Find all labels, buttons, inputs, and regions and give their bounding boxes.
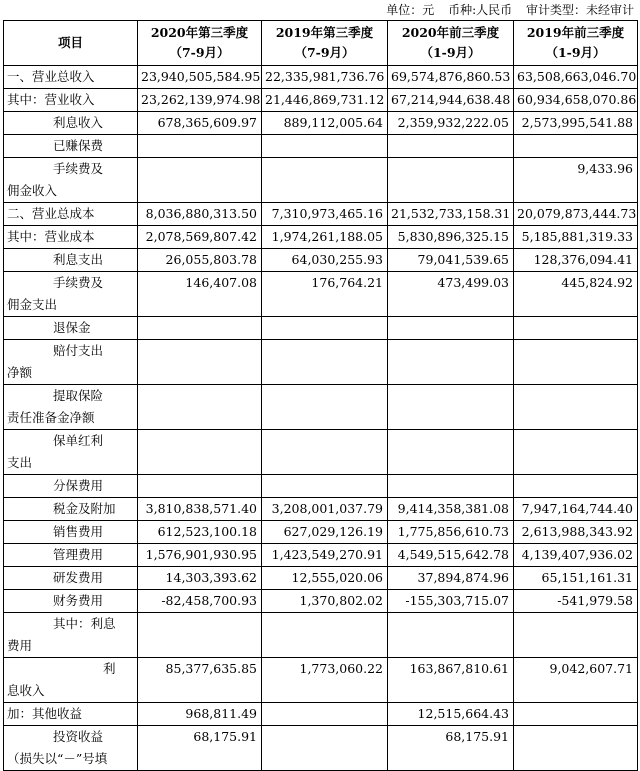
row-label (4, 613, 138, 658)
value-cell (388, 158, 514, 203)
value-cell: 7,310,973,465.16 (262, 203, 388, 226)
table-row (4, 385, 638, 430)
column-header-2019-q3: 2019年第三季度 （7-9月） (262, 21, 388, 66)
value-cell (388, 135, 514, 158)
value-cell: 65,151,161.31 (514, 567, 638, 590)
row-label (4, 272, 138, 317)
report-meta (0, 0, 640, 20)
value-cell: 9,414,358,381.08 (388, 498, 514, 521)
row-label-line-1: 退保金 (53, 320, 91, 335)
value-cell (262, 340, 388, 385)
row-label-line-1: 保单红利 (53, 433, 104, 448)
value-cell (262, 317, 388, 340)
row-label-line-2: 支出 (7, 455, 33, 470)
row-label-line-2: （损失以“－”号填 (7, 751, 108, 766)
row-label (4, 498, 138, 521)
value-cell: -541,979.58 (514, 590, 638, 613)
table-row (4, 158, 638, 203)
value-cell: 163,867,810.61 (388, 658, 514, 703)
value-cell: 612,523,100.18 (138, 521, 262, 544)
value-cell: 1,775,856,610.73 (388, 521, 514, 544)
value-cell (138, 317, 262, 340)
value-cell (388, 475, 514, 498)
row-label-line-2: 责任准备金净额 (7, 410, 95, 425)
value-cell (514, 430, 638, 475)
table-row (4, 340, 638, 385)
value-cell: 889,112,005.64 (262, 112, 388, 135)
row-label (4, 430, 138, 475)
value-cell: -155,303,715.07 (388, 590, 514, 613)
value-cell: 63,508,663,046.70 (514, 66, 638, 89)
table-header-row (4, 21, 638, 66)
value-cell: 445,824.92 (514, 272, 638, 317)
value-cell: 85,377,635.85 (138, 658, 262, 703)
value-cell: 2,078,569,807.42 (138, 226, 262, 249)
value-cell (514, 726, 638, 771)
value-cell: 1,974,261,188.05 (262, 226, 388, 249)
value-cell: 2,573,995,541.88 (514, 112, 638, 135)
value-cell: 12,515,664.43 (388, 703, 514, 726)
row-label (4, 249, 138, 272)
row-label-line-1: 提取保险 (53, 388, 104, 403)
table-row (4, 135, 638, 158)
value-cell: 1,773,060.22 (262, 658, 388, 703)
value-cell: 60,934,658,070.86 (514, 89, 638, 112)
row-label (4, 226, 138, 249)
table-row (4, 475, 638, 498)
value-cell: 2,613,988,343.92 (514, 521, 638, 544)
table-row (4, 703, 638, 726)
row-label-line-1: 投资收益 (53, 729, 104, 744)
value-cell (262, 613, 388, 658)
table-row (4, 430, 638, 475)
value-cell: -82,458,700.93 (138, 590, 262, 613)
value-cell: 14,303,393.62 (138, 567, 262, 590)
row-label (4, 726, 138, 771)
table-row (4, 272, 638, 317)
row-label-line-1: 二、营业总成本 (7, 206, 95, 221)
row-label (4, 703, 138, 726)
value-cell (262, 475, 388, 498)
column-header-2020-q3: 2020年第三季度 （7-9月） (138, 21, 262, 66)
row-label-line-1: 利息支出 (53, 252, 104, 267)
row-label (4, 89, 138, 112)
column-header-2020-ytd: 2020年前三季度 （1-9月） (388, 21, 514, 66)
value-cell: 5,185,881,319.33 (514, 226, 638, 249)
value-cell: 79,041,539.65 (388, 249, 514, 272)
value-cell: 9,433.96 (514, 158, 638, 203)
value-cell: 3,208,001,037.79 (262, 498, 388, 521)
row-label-line-1: 已赚保费 (53, 138, 104, 153)
row-label-line-1: 利 (103, 661, 116, 676)
value-cell (514, 385, 638, 430)
table-row (4, 567, 638, 590)
row-label-line-1: 赔付支出 (53, 343, 104, 358)
value-cell (262, 135, 388, 158)
value-cell (138, 385, 262, 430)
row-label-line-1: 利息收入 (53, 115, 104, 130)
table-row (4, 521, 638, 544)
value-cell (388, 430, 514, 475)
value-cell: 68,175.91 (138, 726, 262, 771)
value-cell: 26,055,803.78 (138, 249, 262, 272)
table-row (4, 544, 638, 567)
value-cell: 37,894,874.96 (388, 567, 514, 590)
value-cell: 7,947,164,744.40 (514, 498, 638, 521)
value-cell (388, 613, 514, 658)
value-cell: 8,036,880,313.50 (138, 203, 262, 226)
row-label (4, 567, 138, 590)
row-label-line-1: 研发费用 (53, 570, 104, 585)
value-cell: 23,940,505,584.95 (138, 66, 262, 89)
value-cell: 1,576,901,930.95 (138, 544, 262, 567)
value-cell (514, 703, 638, 726)
currency-label: 币种:人民币 (448, 3, 513, 17)
row-label-line-1: 税金及附加 (53, 501, 116, 516)
value-cell (262, 158, 388, 203)
value-cell (514, 340, 638, 385)
column-header-2019-ytd: 2019年前三季度 （1-9月） (514, 21, 638, 66)
value-cell: 21,532,733,158.31 (388, 203, 514, 226)
value-cell: 9,042,607.71 (514, 658, 638, 703)
table-row (4, 498, 638, 521)
value-cell: 128,376,094.41 (514, 249, 638, 272)
value-cell: 968,811.49 (138, 703, 262, 726)
value-cell: 2,359,932,222.05 (388, 112, 514, 135)
table-row (4, 203, 638, 226)
row-label-line-1: 其中：利息 (53, 616, 116, 631)
value-cell: 678,365,609.97 (138, 112, 262, 135)
value-cell (514, 475, 638, 498)
row-label (4, 158, 138, 203)
audit-type-label: 审计类型：未经审计 (525, 3, 634, 17)
row-label-line-1: 分保费用 (53, 478, 104, 493)
value-cell (262, 703, 388, 726)
value-cell (138, 430, 262, 475)
value-cell (514, 317, 638, 340)
row-label (4, 658, 138, 703)
value-cell (138, 340, 262, 385)
table-row (4, 112, 638, 135)
value-cell: 176,764.21 (262, 272, 388, 317)
value-cell (262, 430, 388, 475)
value-cell: 12,555,020.06 (262, 567, 388, 590)
unit-label: 单位：元 (386, 3, 435, 17)
value-cell: 3,810,838,571.40 (138, 498, 262, 521)
row-label (4, 544, 138, 567)
value-cell: 4,139,407,936.02 (514, 544, 638, 567)
table-row (4, 226, 638, 249)
value-cell (388, 317, 514, 340)
value-cell (138, 158, 262, 203)
column-header-item: 项目 (4, 21, 138, 66)
row-label-line-1: 手续费及 (53, 161, 104, 176)
value-cell: 473,499.03 (388, 272, 514, 317)
row-label-line-1: 销售费用 (53, 524, 104, 539)
row-label (4, 317, 138, 340)
income-statement-table (3, 20, 638, 771)
row-label-line-1: 其中：营业成本 (7, 229, 95, 244)
row-label (4, 521, 138, 544)
row-label (4, 590, 138, 613)
value-cell (262, 385, 388, 430)
row-label-line-2: 佣金收入 (7, 183, 58, 198)
value-cell: 69,574,876,860.53 (388, 66, 514, 89)
value-cell: 21,446,869,731.12 (262, 89, 388, 112)
row-label-line-1: 财务费用 (53, 593, 104, 608)
value-cell: 5,830,896,325.15 (388, 226, 514, 249)
value-cell: 627,029,126.19 (262, 521, 388, 544)
row-label-line-1: 其中：营业收入 (7, 92, 95, 107)
row-label (4, 340, 138, 385)
value-cell (514, 135, 638, 158)
value-cell (138, 475, 262, 498)
value-cell (138, 135, 262, 158)
table-row (4, 66, 638, 89)
value-cell (388, 340, 514, 385)
row-label (4, 66, 138, 89)
row-label (4, 112, 138, 135)
row-label-line-1: 一、营业总收入 (7, 69, 95, 84)
value-cell (388, 385, 514, 430)
row-label-line-2: 费用 (7, 638, 33, 653)
value-cell (262, 726, 388, 771)
row-label-line-1: 管理费用 (53, 547, 104, 562)
table-body (4, 66, 638, 771)
value-cell: 67,214,944,638.48 (388, 89, 514, 112)
table-row (4, 317, 638, 340)
table-row (4, 590, 638, 613)
value-cell: 1,423,549,270.91 (262, 544, 388, 567)
value-cell: 64,030,255.93 (262, 249, 388, 272)
table-row (4, 89, 638, 112)
row-label-line-2: 净额 (7, 365, 33, 380)
value-cell: 68,175.91 (388, 726, 514, 771)
table-row (4, 658, 638, 703)
row-label-line-1: 手续费及 (53, 275, 104, 290)
row-label-line-1: 加：其他收益 (7, 706, 83, 721)
value-cell: 4,549,515,642.78 (388, 544, 514, 567)
value-cell: 146,407.08 (138, 272, 262, 317)
value-cell (514, 613, 638, 658)
table-row (4, 726, 638, 771)
row-label-line-2: 息收入 (7, 683, 45, 698)
value-cell (138, 613, 262, 658)
value-cell: 23,262,139,974.98 (138, 89, 262, 112)
row-label-line-2: 佣金支出 (7, 297, 58, 312)
value-cell: 20,079,873,444.73 (514, 203, 638, 226)
row-label (4, 203, 138, 226)
table-row (4, 249, 638, 272)
row-label (4, 385, 138, 430)
row-label (4, 475, 138, 498)
value-cell: 22,335,981,736.76 (262, 66, 388, 89)
value-cell: 1,370,802.02 (262, 590, 388, 613)
table-row (4, 613, 638, 658)
row-label (4, 135, 138, 158)
